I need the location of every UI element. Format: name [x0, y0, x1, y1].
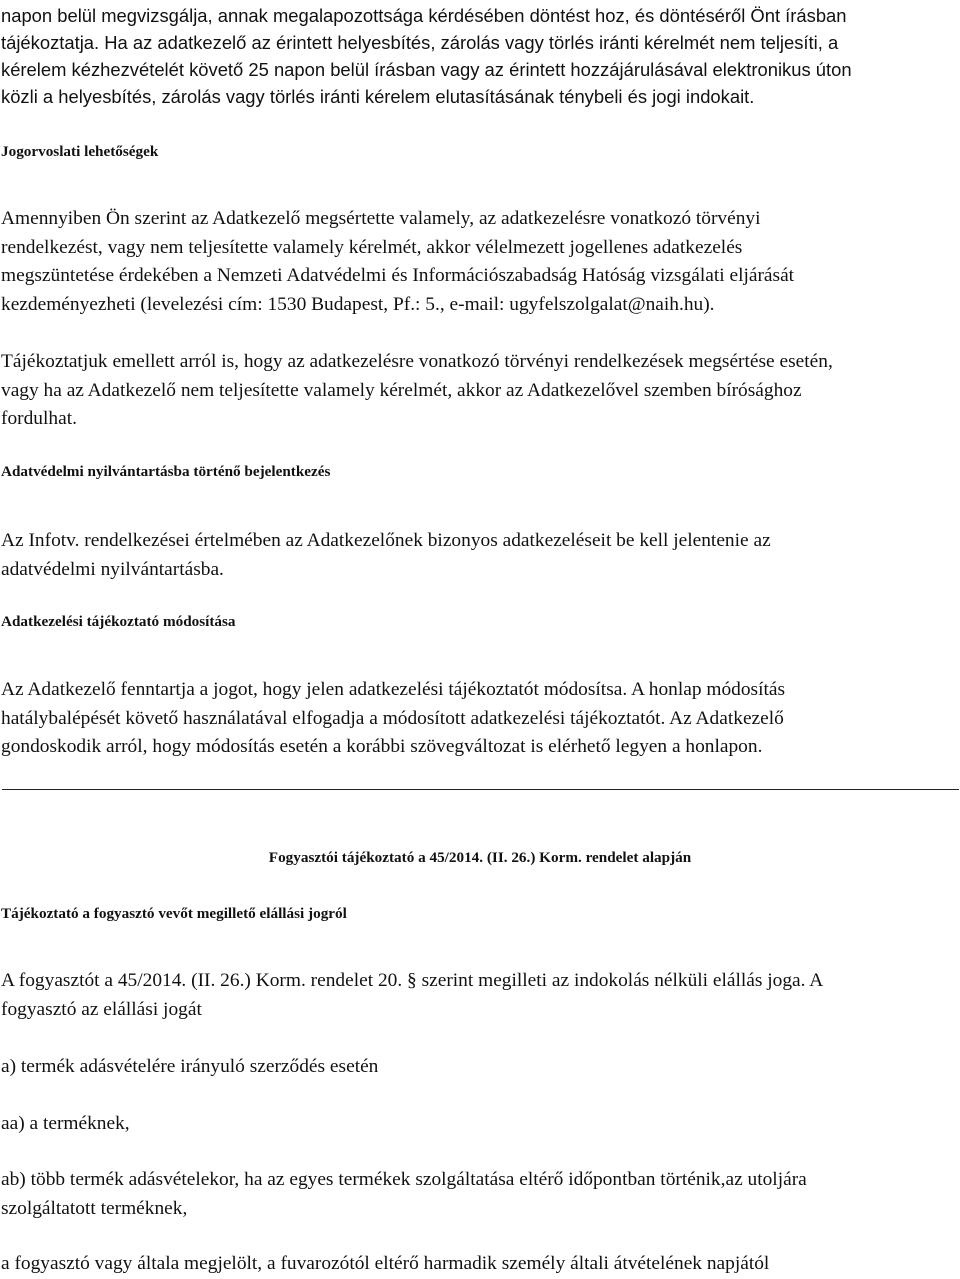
text-line: vagy ha az Adatkezelő nem teljesítette valamely kérelmét, akkor az Adatkezelővel szemben bírósághoz	[1, 379, 802, 401]
section-heading-remedies: Jogorvoslati lehetőségek	[1, 143, 159, 160]
section-heading-registry: Adatvédelmi nyilvántartásba történő bejelentkezés	[1, 463, 331, 480]
text-line: kezdeményezheti (levelezési cím: 1530 Budapest, Pf.: 5., e-mail: ugyfelszolgalat@naih.hu).	[1, 293, 715, 315]
list-item-ac: a fogyasztó vagy általa megjelölt, a fuvarozótól eltérő harmadik személy általi átvételének napjától	[1, 1253, 770, 1274]
text-line: adatvédelmi nyilvántartásba.	[1, 558, 224, 580]
modification-paragraph	[1, 676, 957, 762]
text-line: rendelkezést, vagy nem teljesítette valamely kérelmét, akkor vélelmezett jogellenes adatkezelés	[1, 236, 743, 258]
text-line: hatálybalépését követő használatával elfogadja a módosított adatkezelési tájékoztatót. Az Adatkezelő	[1, 707, 784, 729]
text-line: szolgáltatott terméknek,	[1, 1197, 188, 1219]
intro-paragraph	[1, 2, 957, 110]
text-line: Az Infotv. rendelkezései értelmében az Adatkezelőnek bizonyos adatkezeléseit be kell jelentenie az	[1, 530, 771, 551]
remedies-paragraph-2	[1, 348, 957, 434]
text-line: kérelem kézhezvételét követő 25 napon belül írásban vagy az érintett hozzájárulásával elektronikus úton	[1, 59, 852, 80]
consumer-info-title: Fogyasztói tájékoztató a 45/2014. (II. 26.) Korm. rendelet alapján	[268, 849, 692, 866]
text-line: Az Adatkezelő fenntartja a jogot, hogy jelen adatkezelési tájékoztatót módosítsa. A honlap módosítás	[1, 679, 786, 700]
text-line: napon belül megvizsgálja, annak megalapozottsága kérdésében döntést hoz, és döntéséről Önt írásban	[1, 5, 847, 26]
text-line: közli a helyesbítés, zárolás vagy törlés iránti kérelem elutasításának ténybeli és jogi indokait.	[1, 86, 755, 107]
text-line: tájékoztatja. Ha az adatkezelő az érintett helyesbítés, zárolás vagy törlés iránti kérelmét nem teljesíti, a	[1, 32, 839, 53]
section-heading-withdrawal: Tájékoztató a fogyasztó vevőt megillető elállási jogról	[1, 905, 347, 922]
list-item-ab	[1, 1166, 957, 1223]
withdrawal-paragraph	[1, 967, 957, 1024]
registry-paragraph	[1, 527, 957, 584]
section-heading-modification: Adatkezelési tájékoztató módosítása	[1, 613, 236, 630]
text-line: ab) több termék adásvételekor, ha az egyes termékek szolgáltatása eltérő időpontban történik,az utoljára	[1, 1169, 807, 1190]
horizontal-divider	[2, 789, 959, 790]
text-line: A fogyasztót a 45/2014. (II. 26.) Korm. rendelet 20. § szerint megilleti az indokolás nélküli elállás joga. A	[1, 970, 824, 991]
text-line: megszüntetése érdekében a Nemzeti Adatvédelmi és Információszabadság Hatóság vizsgálati eljárását	[1, 265, 795, 286]
text-line: Amennyiben Ön szerint az Adatkezelő megsértette valamely, az adatkezelésre vonatkozó törvényi	[1, 208, 761, 229]
remedies-paragraph-1	[1, 205, 957, 319]
text-line: Tájékoztatjuk emellett arról is, hogy az adatkezelésre vonatkozó törvényi rendelkezések megsértése esetén,	[1, 351, 833, 372]
list-item-a: a) termék adásvételére irányuló szerződés esetén	[1, 1056, 379, 1077]
text-line: gondoskodik arról, hogy módosítás esetén a korábbi szövegváltozat is elérhető legyen a honlapon.	[1, 736, 763, 757]
text-line: fogyasztó az elállási jogát	[1, 998, 202, 1020]
list-item-aa: aa) a terméknek,	[1, 1113, 130, 1134]
text-line: fordulhat.	[1, 408, 77, 429]
